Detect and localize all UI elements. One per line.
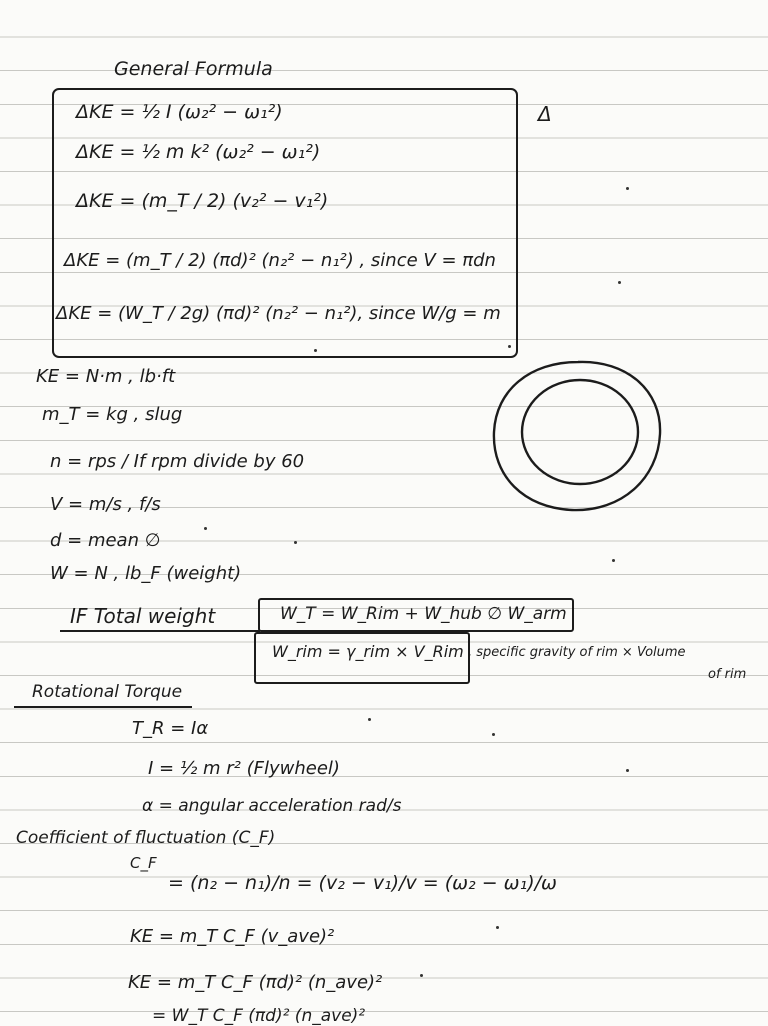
paper-dot [612, 559, 615, 562]
formula-line-3: ΔKE = (m_T / 2) (v₂² − v₁²) [76, 190, 329, 212]
rotational-torque-heading: Rotational Torque [32, 682, 183, 702]
rim-note-continued: of rim [708, 667, 747, 682]
coefficient-ratio: = (n₂ − n₁)/n = (v₂ − v₁)/v = (ω₂ − ω₁)/ω [168, 872, 557, 894]
units-line-velocity: V = m/s , f/s [50, 494, 161, 515]
units-line-mass: m_T = kg , slug [42, 404, 183, 425]
paper-dot [492, 733, 495, 736]
paper-dot [496, 926, 499, 929]
torque-line-3: α = angular acceleration rad/s [142, 796, 402, 816]
ke-line-2: KE = m_T C_F (πd)² (n_ave)² [128, 972, 383, 993]
paper-dot [618, 281, 621, 284]
paper-dot [626, 769, 629, 772]
formula-line-5: ΔKE = (W_T / 2g) (πd)² (n₂² − n₁²), since W/g = m [56, 303, 501, 324]
flywheel-inner-ring [522, 380, 638, 484]
ke-line-1: KE = m_T C_F (v_ave)² [130, 926, 335, 947]
paper-dot [294, 541, 297, 544]
rotational-torque-underline [14, 706, 192, 708]
total-weight-formula: W_T = W_Rim + W_hub ∅ W_arm [280, 604, 567, 624]
page-heading: General Formula [114, 58, 273, 80]
paper-dot [314, 349, 317, 352]
coefficient-symbol: C_F [130, 854, 157, 872]
corner-delta-mark: Δ [538, 102, 552, 126]
total-weight-underline [60, 630, 260, 632]
paper-dot [420, 974, 423, 977]
rim-note: , specific gravity of rim × Volume [468, 645, 686, 660]
paper-dot [626, 187, 629, 190]
formula-line-1: ΔKE = ½ I (ω₂² − ω₁²) [76, 101, 283, 123]
flywheel-sketch [486, 356, 666, 516]
units-line-ke: KE = N·m , lb·ft [36, 366, 176, 387]
flywheel-outer-ring [494, 362, 660, 510]
torque-line-1: T_R = Iα [132, 718, 209, 739]
units-line-weight: W = N , lb_F (weight) [50, 563, 242, 584]
ke-line-3: = W_T C_F (πd)² (n_ave)² [152, 1006, 366, 1026]
rim-formula: W_rim = γ_rim × V_Rim [272, 642, 464, 661]
torque-line-2: I = ½ m r² (Flywheel) [148, 758, 340, 779]
formula-line-2: ΔKE = ½ m k² (ω₂² − ω₁²) [76, 141, 321, 163]
formula-line-4: ΔKE = (m_T / 2) (πd)² (n₂² − n₁²) , since V = πdn [64, 250, 496, 271]
paper-dot [368, 718, 371, 721]
paper-dot [508, 345, 511, 348]
units-line-diameter: d = mean ∅ [50, 530, 161, 551]
paper-dot [204, 527, 207, 530]
units-line-rps: n = rps / If rpm divide by 60 [50, 451, 305, 472]
coefficient-heading: Coefficient of fluctuation (C_F) [16, 828, 276, 848]
total-weight-label: IF Total weight [70, 604, 216, 628]
